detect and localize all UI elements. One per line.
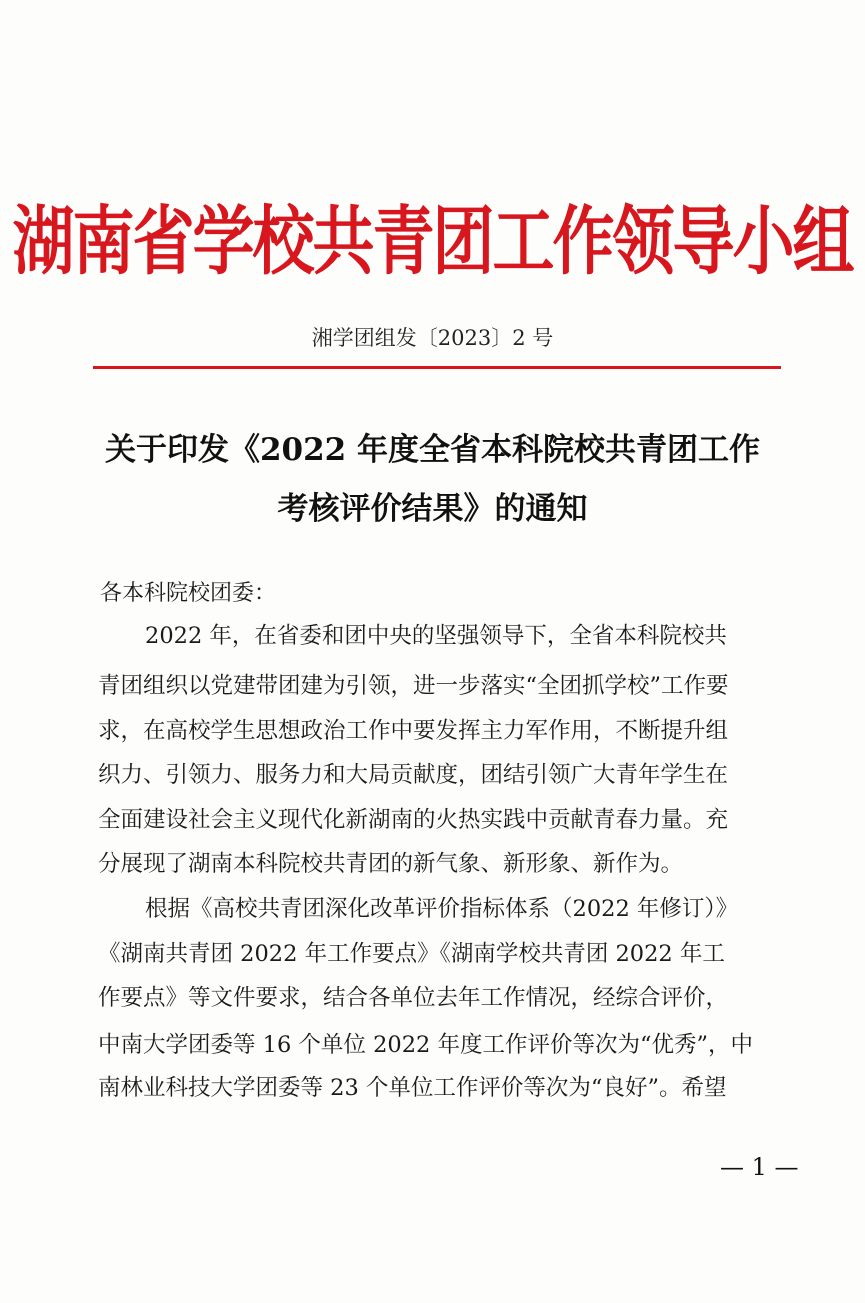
document-title-line-2: 考核评价结果》的通知 (277, 491, 588, 527)
body-line-3: 求，在高校学生思想政治工作中要发挥主力军作用，不断提升组 (98, 718, 729, 744)
red-divider (93, 366, 781, 369)
document-number: 湘学团组发〔2023〕2 号 (311, 326, 554, 350)
body-line-7: 根据《高校共青团深化改革评价指标体系（2022 年修订）》 (145, 896, 739, 922)
issuer-header: 湖南省学校共青团工作领导小组 (12, 197, 853, 286)
page-number: — 1 — (720, 1153, 799, 1181)
body-line-9: 作要点》等文件要求，结合各单位去年工作情况，经综合评价， (98, 985, 729, 1011)
body-line-1: 2022 年，在省委和团中央的坚强领导下，全省本科院校共 (145, 623, 727, 649)
document-title-line-1: 关于印发《2022 年度全省本科院校共青团工作 (104, 432, 761, 468)
body-line-2: 青团组织以党建带团建为引领，进一步落实“全团抓学校”工作要 (98, 673, 729, 699)
salutation: 各本科院校团委： (100, 581, 277, 606)
body-line-10: 中南大学团委等 16 个单位 2022 年度工作评价等次为“优秀”，中 (98, 1032, 754, 1058)
body-line-11: 南林业科技大学团委等 23 个单位工作评价等次为“良好”。希望 (98, 1075, 727, 1101)
body-line-5: 全面建设社会主义现代化新湖南的火热实践中贡献青春力量。充 (98, 807, 729, 833)
body-line-8: 《湖南共青团 2022 年工作要点》《湖南学校共青团 2022 年工 (98, 941, 725, 967)
body-line-4: 织力、引领力、服务力和大局贡献度，团结引领广大青年学生在 (98, 762, 729, 788)
body-line-6: 分展现了湖南本科院校共青团的新气象、新形象、新作为。 (98, 851, 684, 877)
